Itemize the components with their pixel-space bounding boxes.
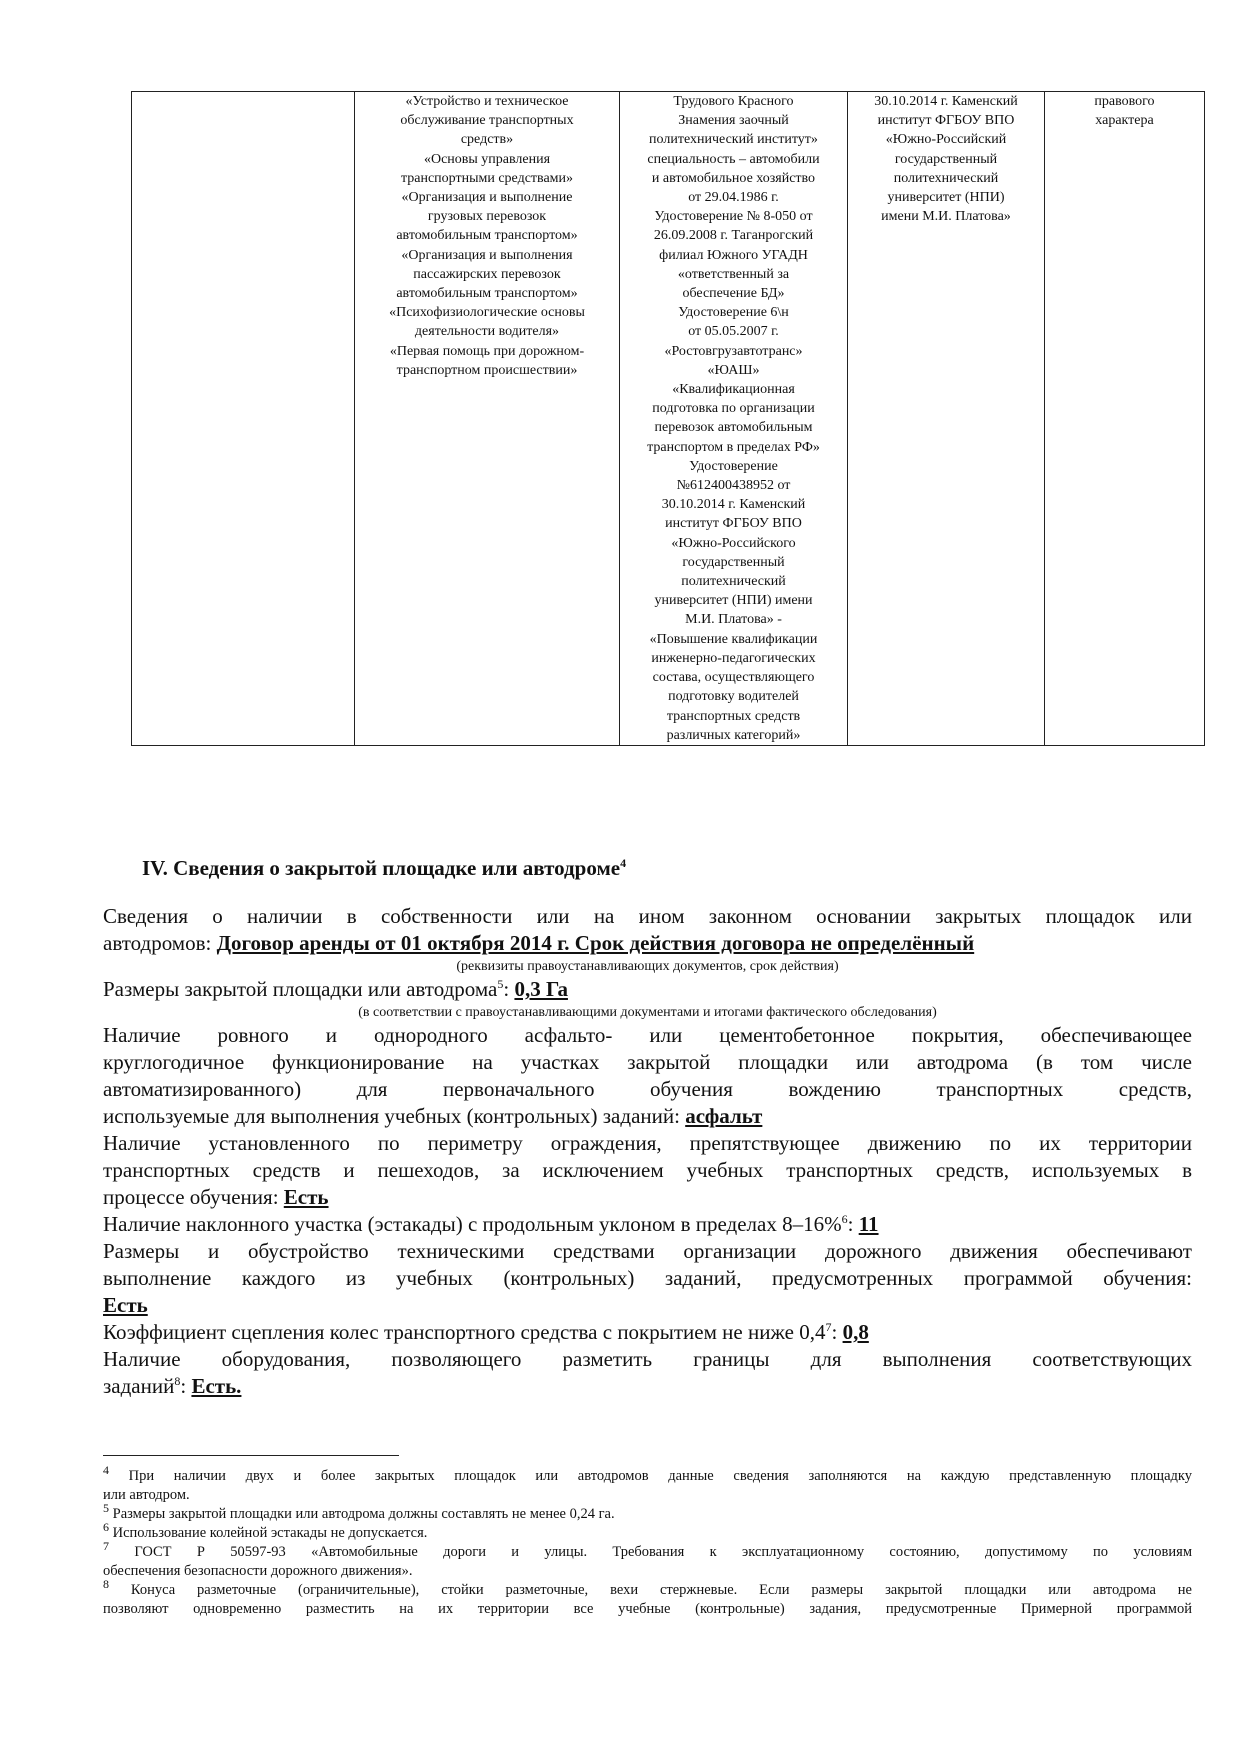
cell-line: различных категорий» [666, 727, 801, 743]
cell-line: «ответственный за [677, 266, 790, 282]
cell-line: «Организация и выполнения [401, 247, 573, 263]
footnote-number: 8 [103, 1577, 109, 1592]
cell-line: институт ФГБОУ ВПО [877, 113, 1015, 129]
cell-line: обеспечение БД» [682, 286, 785, 302]
surface-value: асфальт [685, 1104, 763, 1128]
table-cell-subjects [355, 92, 620, 746]
surface-line: Наличие ровного и однородного асфальто- или цементобетонное покрытия, обеспечивающее [103, 1023, 1192, 1047]
surface-paragraph [103, 1022, 1192, 1130]
section-body [103, 903, 1192, 1400]
table-row [132, 92, 1205, 746]
cell-line: транспортом в пределах РФ» [647, 439, 820, 455]
cell-line: «ЮАШ» [707, 362, 760, 378]
cell-line: «Квалификационная [672, 382, 795, 398]
footnote-8-cont: позволяют одновременно разместить на их территории все учебные (контрольные) задания, предусмотренные Примерной программой [103, 1601, 1192, 1617]
cell-line: Трудового Красного [673, 94, 794, 109]
cell-line: университет (НПИ) [887, 190, 1005, 206]
slope-label: Наличие наклонного участка (эстакады) с продольным уклоном в пределах 8–16% [103, 1212, 842, 1236]
section-title: IV. Сведения о закрытой площадке или автодроме [142, 856, 621, 880]
marking-value: Есть. [191, 1374, 242, 1398]
fence-value: Есть [283, 1185, 329, 1209]
cell-line: деятельности водителя» [414, 324, 560, 340]
footnote-ref-7: 7 [825, 1320, 832, 1334]
size-value: 0,3 Га [514, 977, 568, 1001]
cell-line: грузовых перевозок [427, 209, 547, 225]
marking-prefix: заданий [103, 1374, 175, 1398]
cell-line: государственный [894, 151, 998, 167]
cell-line: «Психофизиологические основы [389, 305, 585, 321]
cell-line: политехнический институт» [649, 132, 818, 148]
footnote-number: 5 [103, 1501, 109, 1516]
slope-line [103, 1211, 1192, 1238]
cell-line: Удостоверение [689, 458, 778, 474]
cell-line: характера [1095, 113, 1154, 129]
footnote-5 [103, 1501, 1192, 1524]
footnote-7-cont: обеспечения безопасности дорожного движения». [103, 1563, 413, 1579]
size-colon: : [503, 977, 515, 1001]
table-cell-basis [1045, 92, 1205, 746]
cell-line: от 29.04.1986 г. [688, 190, 779, 206]
cell-line: политехнический [893, 170, 999, 186]
cell-line: «Южно-Российского [671, 535, 796, 551]
cell-line: подготовку водителей [668, 689, 799, 705]
footnote-4 [103, 1463, 1192, 1486]
cell-line: университет (НПИ) имени [654, 593, 813, 609]
equipment-line: выполнение каждого из учебных (контрольных) заданий, предусмотренных программой обучения: [103, 1266, 1192, 1290]
cell-line: транспортных средств [666, 708, 801, 724]
size-label: Размеры закрытой площадки или автодрома [103, 977, 498, 1001]
footnote-ref-4: 4 [620, 856, 627, 870]
fence-last-text: процессе обучения: [103, 1185, 284, 1209]
footnote-8 [103, 1577, 1192, 1600]
equipment-paragraph [103, 1238, 1192, 1319]
surface-line: автоматизированного) для первоначального обучения вождению транспортных средств, [103, 1077, 1192, 1101]
cell-line: подготовка по организации [652, 401, 815, 417]
cell-line: специальность – автомобили [647, 151, 820, 167]
ownership-value-line [103, 930, 1192, 957]
fence-last-line [103, 1184, 1192, 1211]
cell-line: и автомобильное хозяйство [651, 170, 816, 186]
cell-line: 30.10.2014 г. Каменский [874, 94, 1018, 109]
equipment-line: Размеры и обустройство техническими средствами организации дорожного движения обеспечивают [103, 1239, 1192, 1263]
cell-line: средств» [460, 132, 514, 148]
cell-line: пассажирских перевозок [413, 266, 561, 282]
cell-line: государственный [682, 554, 785, 570]
footnote-text: Размеры закрытой площадки или автодрома должны составлять не менее 0,24 га. [109, 1506, 615, 1522]
cell-line: «Ростовгрузавтотранс» [664, 343, 803, 359]
cell-line: №612400438952 от [676, 478, 791, 494]
footnote-text: ГОСТ Р 50597-93 «Автомобильные дороги и улицы. Требования к эксплуатационному состоянию, допустимому по условиям [109, 1544, 1192, 1560]
size-line [103, 976, 1192, 1003]
cell-line: транспортном происшествии» [396, 362, 578, 378]
cell-line: «Устройство и техническое [405, 94, 569, 109]
footnote-6 [103, 1520, 1192, 1543]
footnote-text: Использование колейной эстакады не допускается. [109, 1525, 428, 1541]
footnote-7 [103, 1539, 1192, 1562]
marking-colon: : [180, 1374, 192, 1398]
cell-line: филиал Южного УГАДН [659, 247, 808, 263]
ownership-prefix: автодромов: [103, 931, 217, 955]
equipment-value-line [103, 1292, 1192, 1319]
cell-line: Знамения заочный [678, 113, 789, 129]
cell-line: 30.10.2014 г. Каменский [661, 497, 806, 513]
friction-value: 0,8 [842, 1320, 869, 1344]
surface-line: круглогодичное функционирование на участках закрытой площадки или автодрома (в том числе [103, 1050, 1192, 1074]
cell-line: «Первая помощь при дорожном- [389, 343, 585, 359]
cell-line: состава, осуществляющего [652, 670, 815, 686]
cell-line: политехнический [681, 574, 786, 590]
footnote-text: Конуса разметочные (ограничительные), стойки разметочные, вехи стержневые. Если размеры закрытой площадки или автодрома не [109, 1582, 1192, 1598]
footnote-number: 4 [103, 1463, 109, 1478]
footnote-separator [103, 1455, 399, 1456]
surface-last-line [103, 1103, 1192, 1130]
cell-line: автомобильным транспортом» [396, 228, 578, 244]
section-heading [142, 856, 626, 881]
cell-line: Удостоверение 6\н [678, 305, 789, 321]
friction-colon: : [831, 1320, 843, 1344]
equipment-value: Есть [103, 1293, 148, 1317]
marking-value-line [103, 1373, 1192, 1400]
qualification-table [131, 91, 1205, 746]
cell-line: перевозок автомобильным [654, 420, 813, 436]
size-caption: (в соответствии с правоустанавливающими документами и итогами фактического обследования) [358, 1005, 937, 1020]
cell-line: имени М.И. Платова» [881, 209, 1011, 225]
footnote-ref-8: 8 [174, 1374, 181, 1388]
cell-line: институт ФГБОУ ВПО [665, 516, 802, 532]
footnote-ref-5: 5 [497, 977, 504, 991]
cell-line: инженерно-педагогических [651, 650, 816, 666]
cell-line: от 05.05.2007 г. [688, 324, 779, 340]
surface-last-text: используемые для выполнения учебных (контрольных) заданий: [103, 1104, 686, 1128]
cell-line: «Южно-Российский [885, 132, 1007, 148]
footnotes [103, 1463, 1192, 1619]
cell-line: «Основы управления [423, 151, 551, 167]
cell-line: правового [1094, 94, 1155, 109]
cell-line: Удостоверение № 8-050 от [654, 209, 813, 225]
footnote-text: При наличии двух и более закрытых площадок или автодромов данные сведения заполняются на каждую представленную площадку [109, 1468, 1192, 1484]
friction-line [103, 1319, 1192, 1346]
cell-line: 26.09.2008 г. Таганрогский [653, 228, 814, 244]
cell-line: «Повышение квалификации [649, 631, 818, 647]
lease-agreement-value: Договор аренды от 01 октября 2014 г. Срок действия договора не определённый [216, 931, 975, 955]
marking-line: Наличие оборудования, позволяющего разметить границы для выполнения соответствующих [103, 1347, 1192, 1371]
cell-line: автомобильным транспортом» [396, 286, 578, 302]
friction-label: Коэффициент сцепления колес транспортного средства с покрытием не ниже 0,4 [103, 1320, 826, 1344]
footnote-ref-6: 6 [841, 1212, 848, 1226]
cell-line: М.И. Платова» - [685, 612, 782, 628]
footnote-number: 6 [103, 1520, 109, 1535]
table-cell-education [620, 92, 848, 746]
footnote-number: 7 [103, 1539, 109, 1554]
table-cell-certificate [848, 92, 1045, 746]
cell-line: обслуживание транспортных [400, 113, 574, 129]
slope-colon: : [847, 1212, 859, 1236]
ownership-caption: (реквизиты правоустанавливающих документов, срок действия) [456, 959, 839, 974]
cell-line: «Организация и выполнение [401, 190, 573, 206]
footnote-4-cont: или автодром. [103, 1487, 190, 1503]
fence-line: транспортных средств и пешеходов, за исключением учебных транспортных средств, используемых в [103, 1158, 1192, 1182]
table-cell-name [132, 92, 355, 746]
ownership-line: Сведения о наличии в собственности или на ином законном основании закрытых площадок или [103, 904, 1192, 928]
fence-line: Наличие установленного по периметру ограждения, препятствующее движению по их территории [103, 1131, 1192, 1155]
cell-line: транспортными средствами» [400, 170, 574, 186]
fence-paragraph [103, 1130, 1192, 1211]
slope-value: 11 [858, 1212, 879, 1236]
